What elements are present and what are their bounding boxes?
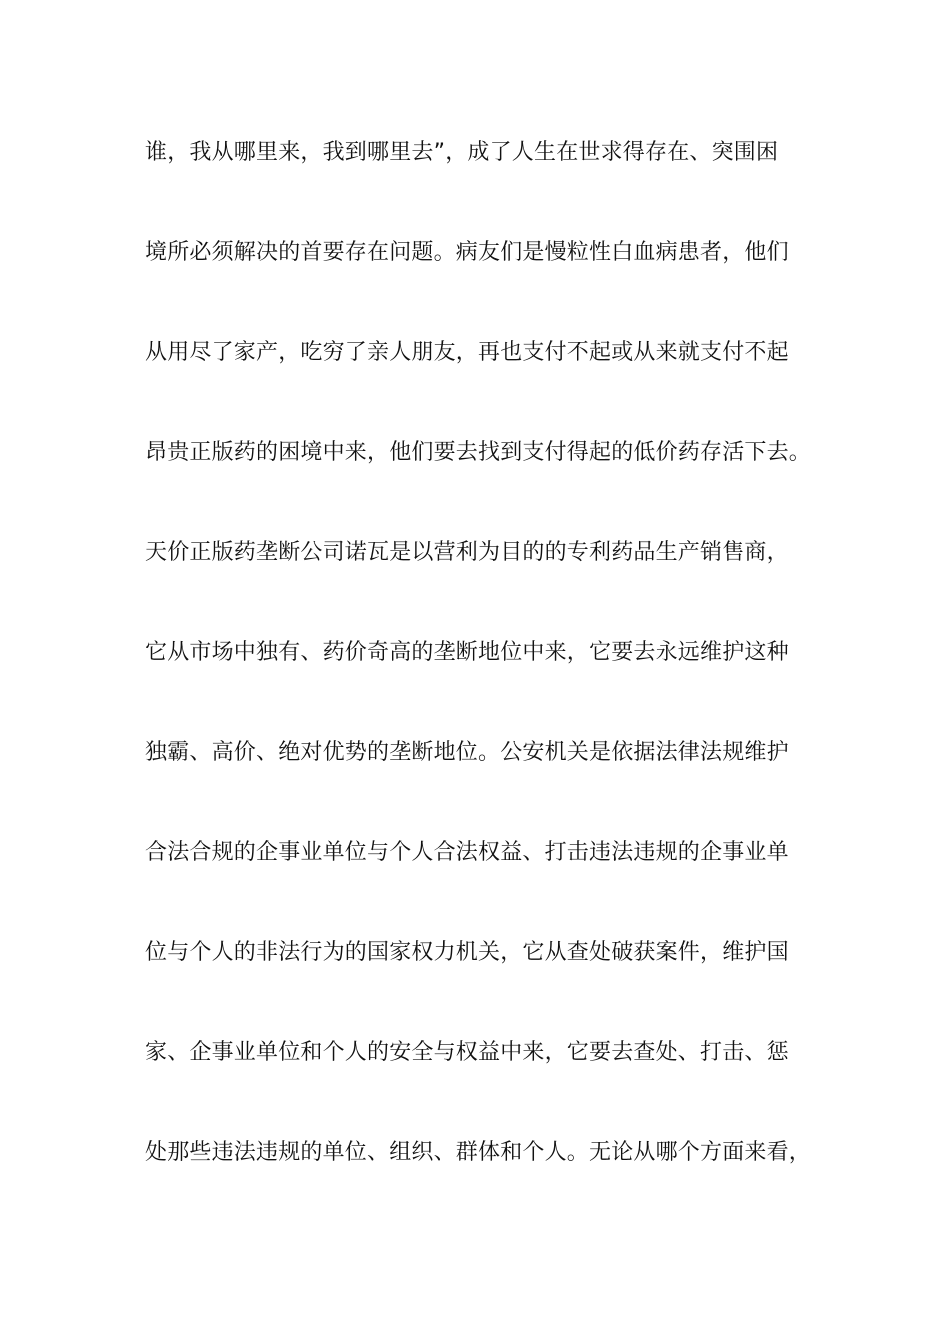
- text-line: 谁，我从哪里来，我到哪里去”，成了人生在世求得存在、突围困: [145, 140, 779, 165]
- text-line: 它从市场中独有、药价奇高的垄断地位中来，它要去永远维护这种: [145, 640, 789, 665]
- text-line: 境所必须解决的首要存在问题。病友们是慢粒性白血病患者，他们: [145, 240, 789, 265]
- text-line: 独霸、高价、绝对优势的垄断地位。公安机关是依据法律法规维护: [145, 740, 789, 765]
- text-line: 家、企事业单位和个人的安全与权益中来，它要去查处、打击、惩: [145, 1040, 789, 1065]
- text-line: 合法合规的企事业单位与个人合法权益、打击违法违规的企事业单: [145, 840, 789, 865]
- body-text: [145, 134, 835, 1234]
- text-line: 处那些违法违规的单位、组织、群体和个人。无论从哪个方面来看，: [145, 1140, 812, 1165]
- text-line: 天价正版药垄断公司诺瓦是以营利为目的的专利药品生产销售商，: [145, 540, 789, 565]
- text-line: 位与个人的非法行为的国家权力机关，它从查处破获案件，维护国: [145, 940, 789, 965]
- text-line: 昂贵正版药的困境中来，他们要去找到支付得起的低价药存活下去。: [145, 440, 812, 465]
- text-line: 从用尽了家产，吃穷了亲人朋友，再也支付不起或从来就支付不起: [145, 340, 789, 365]
